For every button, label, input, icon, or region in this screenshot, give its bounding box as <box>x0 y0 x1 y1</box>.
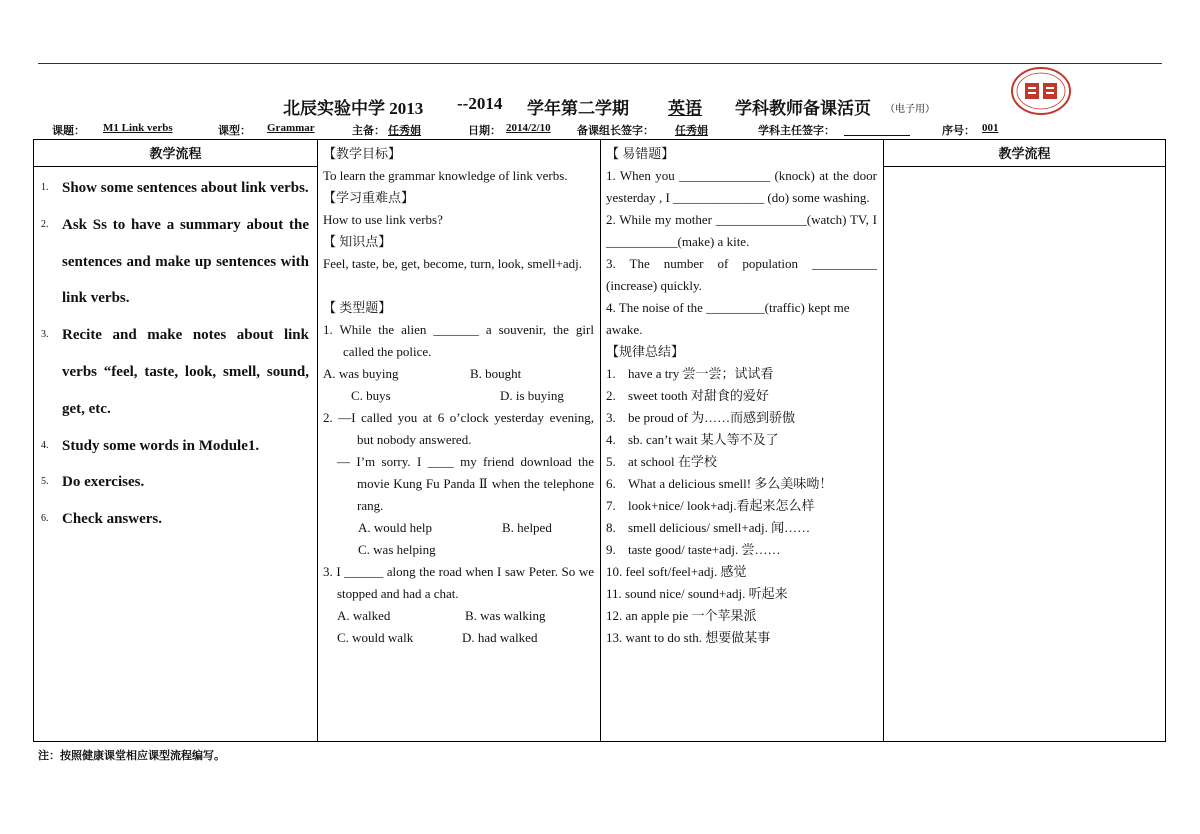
error-item: 3. The number of population __________ (increase) quickly. <box>606 256 877 293</box>
objectives-column <box>323 143 594 649</box>
procedure-item: 2. Ask Ss to have a summary about the sentences and make up sentences with link verbs. <box>41 216 309 307</box>
question-2-options: C. was helping <box>358 542 436 557</box>
rule-item: 12. an apple pie 一个苹果派 <box>606 608 757 623</box>
question-1-options: C. buys D. is buying <box>351 388 564 403</box>
column-divider <box>600 140 601 741</box>
group-sign-label: 备课组长签字： <box>577 125 654 137</box>
director-sign-value <box>844 122 910 136</box>
rule-item: 9. taste good/ taste+adj. 尝…… <box>606 542 781 557</box>
title-subject: 英语 <box>668 99 702 118</box>
procedure-item: 4. Study some words in Module1. <box>41 437 260 454</box>
lesson-plan-table <box>33 139 1166 742</box>
rule-item: 2. sweet tooth 对甜食的爱好 <box>606 388 769 403</box>
title-note: （电子用） <box>885 104 935 115</box>
title-school: 北辰实验中学 2013 <box>283 99 424 118</box>
rule-item: 10. feel soft/feel+adj. 感觉 <box>606 564 747 579</box>
title-year: --2014 <box>457 94 503 113</box>
rule-item: 3. be proud of 为……而感到骄傲 <box>606 410 796 425</box>
rule-item: 6. What a delicious smell! 多么美味呦！ <box>606 476 833 491</box>
error-item: 2. While my mother ______________(watch) TV, I ___________(make) a kite. <box>606 212 877 249</box>
procedure-item: 6. Check answers. <box>41 511 162 528</box>
col1-header: 教学流程 <box>149 146 202 161</box>
rule-item: 1. have a try 尝一尝；试试看 <box>606 366 774 381</box>
footnote: 注：按照健康课堂相应课型流程编写。 <box>38 750 225 762</box>
error-item: 4. The noise of the _________(traffic) kept me <box>606 300 850 315</box>
question-1: 1. While the alien _______ a souvenir, the girl called the police. <box>323 322 594 359</box>
rule-item: 5. at school 在学校 <box>606 454 717 469</box>
top-rule <box>38 63 1162 64</box>
knowledge-text: Feel, taste, be, get, become, turn, look, smell+adj. <box>323 256 582 271</box>
topic-label: 课题： <box>52 125 85 137</box>
rule-item: 11. sound nice/ sound+adj. 听起来 <box>606 586 788 601</box>
lead-value: 任秀娟 <box>388 125 421 137</box>
column-divider <box>883 140 884 741</box>
knowledge-heading: 【 知识点】 <box>323 234 392 249</box>
lesson-meta <box>0 122 1200 138</box>
header-rule <box>883 166 1166 167</box>
question-3-options: A. walked B. was walking <box>337 608 546 623</box>
school-seal-icon <box>1010 66 1072 116</box>
error-item-cont: awake. <box>606 322 643 337</box>
spacer <box>323 275 594 297</box>
rule-item: 7. look+nice/ look+adj.看起来怎么样 <box>606 498 815 513</box>
rule-item: 8. smell delicious/ smell+adj. 闻…… <box>606 520 811 535</box>
date-value: 2014/2/10 <box>506 122 551 134</box>
types-heading: 【 类型题】 <box>323 300 392 315</box>
date-label: 日期： <box>468 125 501 137</box>
question-3-options: C. would walk D. had walked <box>337 630 538 645</box>
question-2: 2. —I called you at 6 o’clock yesterday evening, but nobody answered. <box>323 410 594 447</box>
type-value: Grammar <box>267 122 315 134</box>
group-sign-value: 任秀娟 <box>675 125 708 137</box>
rule-item: 4. sb. can’t wait 某人等不及了 <box>606 432 779 447</box>
rule-item: 13. want to do sth. 想要做某事 <box>606 630 771 645</box>
serial-value: 001 <box>982 122 999 134</box>
director-sign-label: 学科主任签字： <box>758 125 835 137</box>
type-label: 课型： <box>218 125 251 137</box>
procedure-item: 3. Recite and make notes about link verbs “feel, taste, look, smell, sound, get, etc. <box>41 327 309 417</box>
column-divider <box>317 140 318 741</box>
key-heading: 【学习重难点】 <box>323 190 415 205</box>
errors-column <box>606 143 877 649</box>
errors-heading: 【 易错题】 <box>606 146 675 161</box>
key-text: How to use link verbs? <box>323 212 443 227</box>
title-page: 学科教师备课活页 <box>735 99 871 118</box>
header-rule <box>34 166 317 167</box>
question-1-options: A. was buying B. bought <box>323 366 522 381</box>
question-3: 3. I ______ along the road when I saw Peter. So we stopped and had a chat. <box>323 564 594 601</box>
goal-heading: 【教学目标】 <box>323 146 402 161</box>
col4-header: 教学流程 <box>998 146 1051 161</box>
title-term: 学年第二学期 <box>527 99 629 118</box>
topic-value: M1 Link verbs <box>103 122 173 134</box>
procedure-item: 5. Do exercises. <box>41 474 145 491</box>
serial-label: 序号： <box>942 125 975 137</box>
goal-text: To learn the grammar knowledge of link verbs. <box>323 168 568 183</box>
lead-label: 主备： <box>352 125 385 137</box>
summary-heading: 【规律总结】 <box>606 344 685 359</box>
question-2-reply: — I’m sorry. I ____ my friend download the movie Kung Fu Panda Ⅱ when the telephone rang. <box>337 454 594 513</box>
question-2-options: A. would help B. helped <box>358 520 552 535</box>
procedure-list <box>34 170 317 538</box>
procedure-item: 1. Show some sentences about link verbs. <box>41 180 309 196</box>
error-item: 1. When you ______________ (knock) at the door yesterday , I ______________ (do) some washing. <box>606 168 877 205</box>
